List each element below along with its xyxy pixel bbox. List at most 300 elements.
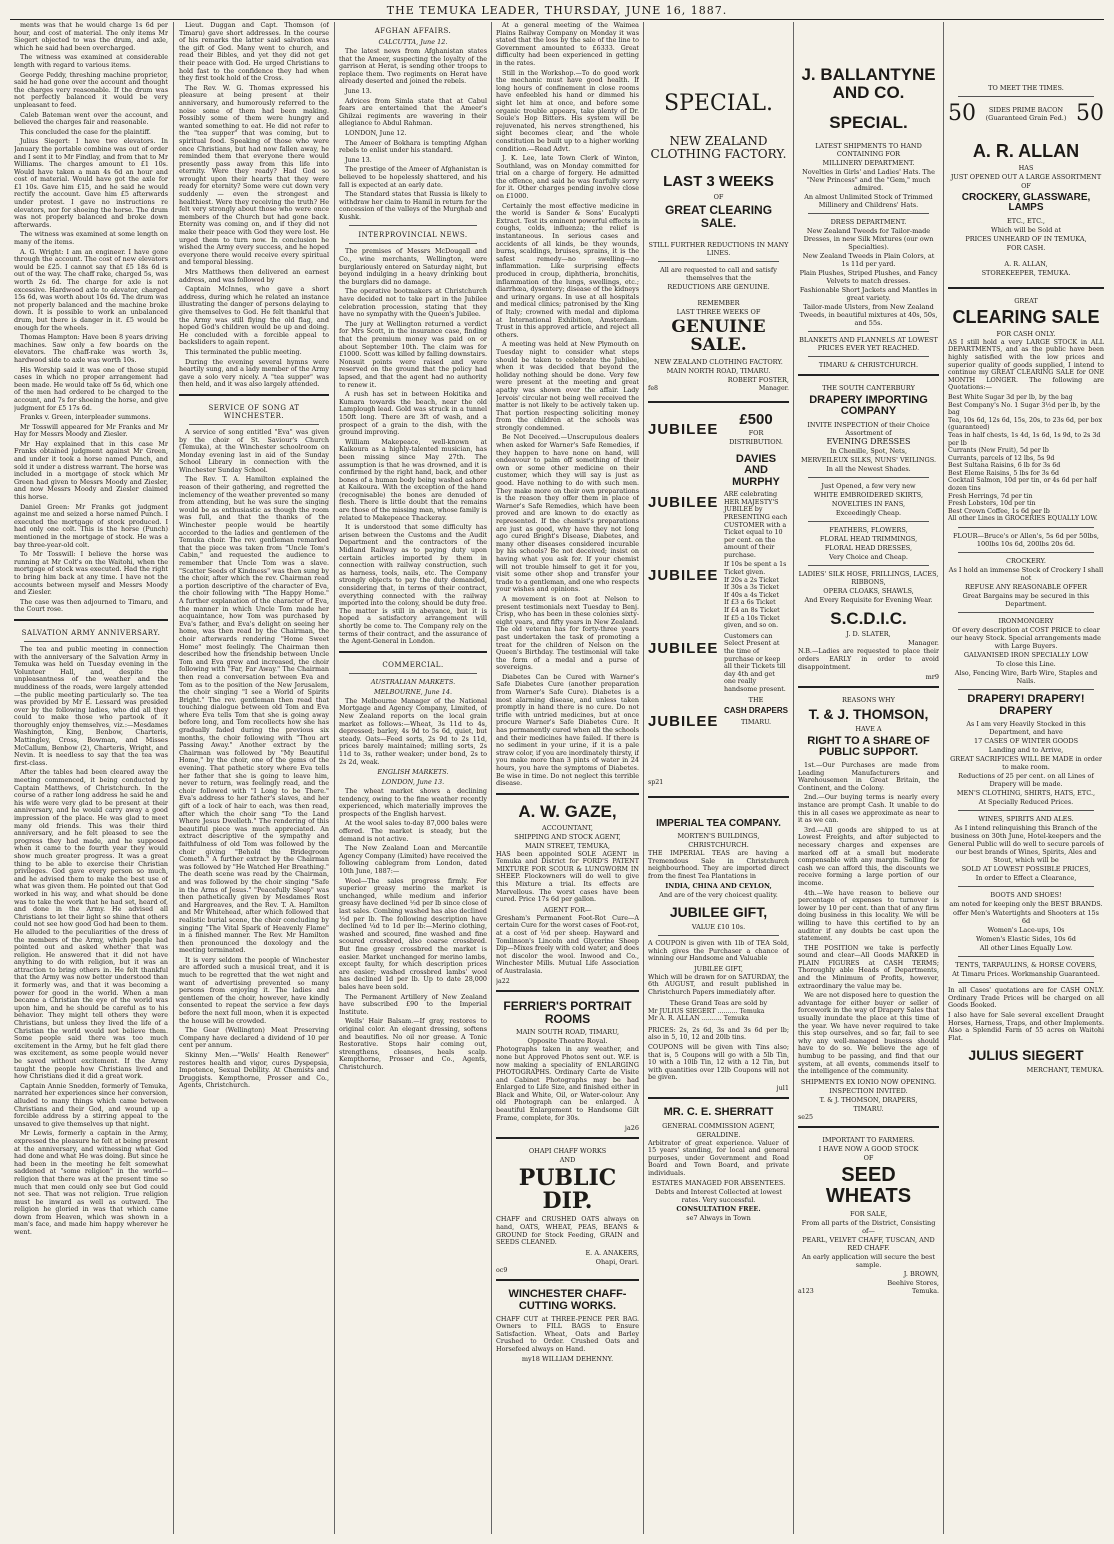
ad-line: SOLD AT LOWEST POSSIBLE PRICES, [961,865,1091,874]
ad-body: Which will be drawn for on SATURDAY, the 6th AUGUST, and result published in Christchurch Papers immediately after. [648,972,789,997]
ad-line: JUBILEE GIFT, [693,964,744,973]
ad-line: OPERA CLOAKS, SHAWLS, [823,586,914,595]
column-7 [948,22,1104,1532]
ad-line: All are requested to call and satisfy themselves that the [660,266,777,283]
ad-line: INDIA, CHINA AND CEYLON, [665,882,772,891]
paragraph: Thomas Hampton: Have been 8 years driving machines. Saw only a few boards on the elevators. The chaff-rake was worth 3s, hardwood side to axle was worth 10s. [14,333,168,364]
ad-line: TENTS, TARPAULINS, & HORSE COVERS, [955,961,1097,970]
column-1 [14,22,168,1532]
heading-rule [349,673,477,674]
ad-footer [496,1355,639,1363]
paragraph: The Rev. W. G. Thomas expressed his pleasure at being present at their anniversary, and humorously referred to the noise some of them had been making. Possibly some of them were hungry and wanted something to eat. He did not refer to the "tea supper" that was coming, but to spiritual food. Speaking of those who were once Christians, but had now fallen away, he reminded them that everyone there would presently pass away from this life into eternity. Were they ready? Had God so wrought upon their hearts that they were ready for eternity? Some were cut down very suddenly — even the strongest and healthiest. Were they receiving the truth? He felt very strongly about those who were once members of the Church but had gone back. Eternity was coming on, and if they did not make their peace with God they were lost. He urged them to turn now. In conclusion he wished the Army every success, and he hoped everyone there would receive every spiritual and temporal blessing. [179,83,329,267]
paragraph: The New Zealand Loan and Mercantile Agency Company (Limited) have received the following cablegram from London, dated 10th June, 1887:— [339,844,487,876]
column-5 [648,22,789,1532]
ad-line: Always in Town [699,1214,751,1223]
ad-title: IMPERIAL TEA COMPANY. [656,817,781,829]
paragraph: After the tables had been cleared away the meeting commenced, it being conducted by Captain Matthews, of Christchurch. In the course of a rather long address he said he and his wife were very glad to be present at their anniversary, and he would carry away a good impression of the place. He was glad to meet many old friends. This was their third anniversary, and he felt pleased to see the progress they had made, and he supposed when it came to the fourth year they would show much greater progress. It was a great thing to be able to exercise their Christian privileges. God gave every person so much, and he advised them to make the best use of what was given them. He pointed out that God worked in his way, and what should be done was to take the work that he had set, heard of, and done in the Army. He advised all Christians to let their light so shine that others could not see how good God had been to them. He alluded to the peculiarities of the dress of the members of the Army, which people had pointed out and asked whether that was religion. He answered that it did not have anything to do with religion, but it was an attraction to bring others in. He felt thankful that the Army was now better understood than it formerly was, and that it was becoming a power for good in the world. When a man became a Christian the eye of the world was upon him, and he should be careful as to his behavior. They might tell others they were Christians, but unless they lived the life of a Christian the world would not believe them. Some people said there was too much excitement in the Army, but he felt glad there was excitement, as some people would never be saved without excitement. If the Army taught the people how Christians lived and how Christians died it did a great work. [14,768,168,1081]
paragraph: Certainly the most effective medicine in the world is Sander & Sons' Eucalypti Extract. Test its eminent powerful effects in coughs, colds, influenza; the relief is instantaneous. In serious cases and accidents of all kinds, be they wounds, burns, scaldings, bruises, sprains, it is the safest remedy—no swelling—no inflammation. Like surprising effects produced in croup, diphtheria, bronchitis, inflammation of the lungs, swellings, etc.; diarrhœa, dysentery; disease of the kidneys and urinary organs. In use at all hospitals and medical clinics; patronised by the King of Italy; crowned with medal and diploma at International Exhibition, Amsterdam. Trust in this approved article, and reject all others. [496,201,639,339]
ad-body: 1st.—Our Purchases are made from Leading Manufacturers and Warehousemen in Great Britain, the Continent, and the Colony. [798,761,939,792]
paragraph: The prestige of the Ameer of Afghanistan is believed to be hopelessly shattered, and his fall is expected at an early date. [339,165,487,189]
ad-title: MR. C. E. SHERRATT [663,1105,774,1118]
list-item: If 20s a 2s Ticket [724,576,779,584]
ad-line: Fashionable Short Jackets and Mantles in great variety. [799,285,938,302]
ad-line: CROCKERY. [1006,557,1046,566]
paragraph: Caleb Bateman went over the account, and believed the charges fair and reasonable. [14,110,168,127]
quotation-list [948,394,1104,523]
paragraph: His Worship said it was one of those stupid cases in which no proper arrangement had been made. He would take off 5s 6d, which one of the men had ordered to be charged to the account, and 7s for shoeing the horse, and give judgment for £5 17s 6d. [14,365,168,412]
paragraph: Skinny Men.—"Wells' Health Renewer" restores health and vigor, cures Dyspepsia, Impotence, Sexual Debility. At Chemists and Druggists. Kempthorne, Prosser and Co., Agents, Christchurch. [179,1051,329,1090]
ad-line: From all parts of the District, Consisting of— [801,1219,936,1236]
paragraph: Daniel Green: Mr Franks got judgment against me and seized a horse named Punch. I executed the mortgage of stock produced. I had only one colt. This is the horse (Punch) mentioned in the mortgage of stock. He was a bay three-year-old colt. [14,502,168,549]
ad-amount: £500 [739,410,773,428]
column-rule [491,22,492,1534]
paragraph: Wells' Hair Balsam.—If gray, restores to original color. An elegant dressing, softens and beautifies. No oil nor grease. A Tonic Restorative. Stops hair coming out, strengthens, cleanses, heals scalp. Kempthorne, Prosser and Co., Agents, Christchurch. [339,1017,487,1071]
paragraph: Still in the Workshop.—To do good work the mechanic must have good health. If long hours of confinement in close rooms have enfeebled his hand or dimmed his sight let him at once, and before some organic trouble appears, take plenty of Dr. Soule's Hop Bitters. His system will be rejuvenated, his nerves strengthened, his sight becomes clear, and the whole constitution be built up to a higher working condition.—Read Advt. [496,68,639,153]
rule [958,886,1094,887]
ad-line: INSPECTION INVITED. [829,1086,908,1095]
ticket-list [724,561,788,629]
ad-title: GREAT CLEARING SALE. [664,203,773,230]
ad-line: At Specially Reduced Prices. [978,798,1074,807]
ad-line: PEARL, VELVET CHAFF, TUSCAN, AND RED CHAFF. [802,1236,935,1253]
paragraph: At a general meeting of the Waimea Plains Railway Company on Monday it was stated that the loss by the sale of the line to Government amounted to £6333. Great difficulty had been experienced in getting in the rates. [496,22,639,67]
ad-signature: Ohapi, Orari. [595,1257,639,1266]
ad-line: MAIN SOUTH ROAD, TIMARU, [515,1028,620,1037]
ad-title: S.C.D.I.C. [830,608,907,628]
ad-code: se7 [686,1214,698,1223]
ad-line: THE SOUTH CANTERBURY [822,383,915,392]
rule [808,521,929,522]
ad-line: And Every Requisite for Evening Wear. [804,595,933,604]
paragraph: The premises of Messrs McDougall and Co., wine merchants, Wellington, were burglariously entered on Saturday night, but beyond indulging in a heavy drinking bout the burglars did no damage. [339,247,487,286]
ad-body: A COUPON is given with 1lb of TEA Sold, which gives the Purchaser a chance of winning our Handsome and Valuable [648,939,789,963]
paragraph: Diabetes Can be Cured with Warner's Safe Diabetes Cure (another preparation from Warner's Safe Cure). Diabetes is a most alarming disease, and unless taken promptly in hand there is no cure. Do not trifle with untried medicines, but at once procure Warner's Safe Diabetes Cure. It has permanently cured when all the schools and their medicines have failed. If there is no sediment in your urine, if it is a pale straw color, if you are inordinately thirsty, if you make more than 3 pints of water in 24 hours, you have the symptoms of Diabetes. Be wise in time. Do not neglect this terrible disease. [496,672,639,788]
ad-signature: E. A. ANAKERS, [585,1248,639,1257]
paragraph: The jury at Wellington returned a verdict for Mrs Scott, in the insurance case, finding that the premium money was paid on or about September 10th. The claim was for £1000. Scott was killed by falling downstairs. Nonsuit points were raised and were reserved on the ground that the policy had lapsed, and that the agent had no authority to renew it. [339,319,487,389]
ad-line: am noted for keeping only the BEST BRANDS. [949,900,1103,909]
paragraph: Be Not Deceived.—Unscrupulous dealers when asked for Warner's Safe Remedies, if they happen to have none on hand, will endeavour to palm off something of their own or some other medicine on their customer, which they will say is just as good. Have nothing to do with such men. They make more on their own preparations is the reason they offer them in place of Warner's Safe Remedies, which have been proved and are known to do exactly as represented. If the chemist's preparations are just as good, why have they not long ago cured Bright's Disease, Diabetes, and many other diseases considered incurable by his schools? Be not deceived; insist on having what you ask for. If your chemist will not trouble himself to get it for you, visit some other shop and transfer your trade to a gentleman, and one who respects your wishes and opinions. [496,433,639,594]
ad-line: New Zealand Tweeds for Tailor-made Dresses, in new Silk Mixtures (our own Specialties). [803,226,934,251]
rule [808,356,929,357]
ad-body: Photographs taken in any weather, and none but Approved Photos sent out. W.F. is now making a speciality of ENLARGING PHOTOGRAPHS. Ordinary Carte de Visite and Cabinet Photographs may be had Enlarged to Life Size, and finished either in Black and White, Oil, or Water-colour. Any old Photograph can be enlarged. A beautiful Enlargement to Handsome Gilt Frame, complete, for 30s. [496,1045,639,1122]
ad-body: AS I still hold a very LARGE STOCK in ALL DEPARTMENTS, and as the public have been highly satisfied with the low prices and superior quality of goods supplied, I intend to continue my GREAT CLEARING SALE for ONE MONTH LONGER. The following are Quotations:— [948,337,1104,392]
ad-line: SIDES PRIME BACON (Guaranteed Grain Fed.) [985,105,1067,122]
list-item: If 40s a 4s Ticket [724,591,779,599]
ad-line: In Chenille, Spot, Nets, [829,446,908,455]
paragraph: The Melbourne Manager of the National Mortgage and Agency Company, Limited, of New Zealand reports on the local grain market as follows:—Wheat, 3s 11d to 4s, depressed; barley, 4s 9d to 5s 6d, quiet, but steady. Oats—Feed sorts, 2s 9d to 2s 11d, prices barely maintained; milling sorts, 2s 11d to 3s, rather weaker; under bond, 2s to 2s 2d, weak. [339,696,487,766]
article-service-of-song [179,429,329,1090]
ad-winchester [496,1289,639,1363]
ad-line: Novelties in Girls' and Ladies' Hats. The "New Princess" and the "Gem," much admired. [802,167,935,192]
list-item: Best Crown Coffee, 1s 6d per lb [948,507,1050,515]
article-heading: SALVATION ARMY ANNIVERSARY. [21,628,161,637]
paragraph: A meeting was held at New Plymouth on Tuesday night to consider what steps should be taken to celebrate the Jubilee, when it was decided that beyond the holiday nothing should be done. Very few were present at the meeting and great apathy was shown over the affair. Lady Jervois' circular not being well received the matter is not likely to be actively taken up. That portion respecting soliciting money from the children at the schools was strongly condemned. [496,340,639,432]
ad-line: As I hold an immense Stock of Crockery I shall not [948,566,1104,583]
ad-line: FEATHERS, FLOWERS, [829,525,908,534]
ad-title: JUBILEE GIFT, [669,904,768,921]
dateline: LONDON, June 13. [381,778,445,787]
ad-body: ARE celebrating HER MAJESTY'S JUBILEE by PRESENTING each CUSTOMER with a Ticket equal to 10 per cent. on the amount of their purchase. [724,490,788,559]
jubilee-column [648,411,718,730]
ad-line: ACCOUNTANT, [542,823,593,832]
ad-line: And are of the very choicest quality. [659,891,778,900]
ad-line: GREAT SACRIFICES WILL BE MADE in order to make room. [950,755,1102,772]
ad-line: IRONMONGERY [998,617,1054,626]
ad-divider [798,1126,939,1131]
ad-divider [648,796,789,801]
ad-code: mr9 [925,673,939,682]
ad-line: FLORAL HEAD DRESSES, [824,543,913,552]
rule [958,982,1094,983]
ad-line: MAIN NORTH ROAD, TIMARU. [666,366,771,375]
ad-code: oc9 [496,1266,508,1274]
ad-divider [798,374,939,379]
article-briefs [496,22,639,788]
list-item: Best White Sugar 3d per lb, by the bag [948,393,1073,401]
article-australian-markets [339,698,487,766]
ad-title: NEW ZEALAND CLOTHING FACTORY. [650,134,787,161]
ad-divider [496,793,639,798]
ad-body: N.B.—Ladies are requested to place their orders EARLY in order to avoid disappointment. [798,647,939,671]
ad-signature: Manager. [907,639,939,648]
list-item: Fresh Herrings, 7d per tin [948,492,1033,500]
ad-imperial-tea [648,819,789,1092]
paragraph: Captain McInnes, who gave a short address, during which he related an instance illustrating the danger of persons delaying to give themselves to God. He felt thankful that the Army was still flying the old flag, and hoped God's children would be up and doing. He concluded with a forcible appeal to backsliders to again repent. [179,285,329,347]
jubilee-label: JUBILEE [648,639,719,657]
ad-line: MAIN STREET, TEMUKA, [525,841,610,850]
ad-line: NOVELTIES IN FANS, [831,499,906,508]
bacon-row [948,101,1104,126]
ad-line: 17 CASES OF WINTER GOODS [973,737,1079,746]
paragraph: The Standard states that Russia is likely to withdraw her claim to Hamil in return for the concession of the valleys of the Murghab and Kushk. [339,190,487,221]
heading-rule [189,424,319,425]
paragraph: William Makepeace, well-known at Kaikoura as a highly-talented musician, has been missing since May 27th. The assumption is that he was drowned, and it is confirmed by the right hand, back, and other bones of a human body being washed ashore at Kaikoura. With the exception of the hand (recognisable) the bones are denuded of flesh. There is little doubt that the remains are those of the missing man, whose family is related to Makepeace Thackeray. [339,437,487,522]
ad-title: DRAPERY IMPORTING COMPANY [809,393,928,418]
paragraph: The witness was examined at some length on many of the items. [14,230,168,247]
ad-line: FOR [748,428,764,437]
ad-body: Customers can Select Present at the time of purchase or keep all their Tickets till day 4th and get one really handsome present. [724,631,786,693]
ad-line: GREAT [1014,296,1038,305]
article-heading: SERVICE OF SONG AT WINCHESTER. [208,403,300,420]
ad-line: Of every description at COST PRICE to clear our heavy Stock. Special arrangements made with Large Buyers. [951,626,1101,651]
paragraph: Captain Annie Snedden, formerly of Temuka, narrated her experiences since her conversion, alluded to many things which came between Christians and their God, and wound up a forcible address by a stirring appeal to the unsaved to give themselves up that night. [14,1081,168,1128]
paragraph: The wheat market shows a declining tendency, owing to the fine weather recently experienced, which materially improves the prospects of the English harvest. [339,787,487,818]
ad-body: 2nd.—Our buying terms is nearly every instance are prompt Cash. It unable to do this in all cases we approximate as near to it as we can. [798,793,939,825]
ad-line: SHIPMENTS EX IONIO NOW OPENING. [800,1077,937,1086]
ad-divider [648,401,789,406]
ad-line: offer Men's Watertights and Shooters at 15s 6d [953,909,1099,926]
article-salvation-army-cont [179,22,329,389]
ad-line: FOR CASH ONLY. [996,329,1056,338]
ad-line: FLORAL HEAD TRIMMINGS, [819,534,918,543]
dm-body [724,411,788,727]
ad-body: We are not disposed here to question the advantage for either buyer or seller of forcework in the way of Drapery Sales that usually inundate the place at this time of the year. We have never required to take this step ourselves, and so far, fail to see why any well-managed business should have to do so. We believe the age of humbug to be passing, and find that our system, at all events, commends itself to the intelligence of the community. [798,991,939,1076]
ad-line: New Zealand Tweeds in Plain Colors, at 1s 11d per yard. [802,251,935,268]
ad-line: As I am very Heavily Stocked in this Department, and have [966,720,1086,737]
ad-line: HAVE A [855,724,882,733]
ad-line: I HAVE NOW A GOOD STOCK [818,1145,919,1154]
paragraph: George Peddy, threshing machine proprietor, said he had gone over the account and thought the charges very reasonable. If the drum was not perfectly balanced it would be very unpleasant to feed. [14,70,168,109]
ad-line: REDUCTIONS ARE GENUINE. [667,283,770,292]
ad-line: WINES, SPIRITS AND ALES. [978,815,1074,824]
ad-signature: MERCHANT, TEMUKA. [1026,1065,1104,1074]
paragraph: The tea and public meeting in connection with the anniversary of the Salvation Army in Temuka was held on Tuesday evening in the Volunteer Hall, and, despite the unpleasantness of the weather and the muddiness of the roads, were largely attended—the public meeting particularly so. The tea was provided by Mr E. Lessard was presided over by the following ladies, who did all they could to make those who partook of it thoroughly enjoy themselves, viz.:—Mesdames Washington, King, Benbow, Charteris, Mattingley, Cross, Bowman, and Misses McCallum, Benbow (2), Charteris, Wright, and Nevin. It is needless to say that the tea was first-class. [14,644,168,767]
article-court-case [14,22,168,614]
ad-line: JUST OPENED OUT A LARGE ASSORTMENT [950,172,1102,181]
ad-title: JULIUS SIEGERT [968,1047,1084,1064]
ad-body: CHAFF CUT at THREE-PENCE PER BAG. Owners to FILL BAGS to Ensure Satisfaction. Wheat, Oats and Barley Crushed to Order. Crushed Oats and Horsefeed always on Hand. [496,1314,639,1353]
paragraph: To Mr Tosswill: I believe the horse was running at Mr Colt's on the Waitohi, when the mortgage of stock was executed. Had the right to bring him back at any time. I have not the accounts between myself and Messrs Moody and Ziesler. [14,550,168,597]
ad-line: OHAPI CHAFF WORKS [528,1147,607,1156]
ad-title: GENUINE SALE. [671,317,766,356]
ad-gaze [496,803,639,985]
ad-line: Landing and to Arrive, [988,746,1064,755]
jubilee-label: JUBILEE [648,420,719,438]
ad-line: REFUSE ANY REASONABLE OFFER [964,583,1088,592]
rule [808,213,929,214]
ad-line: SHIPPING AND STOCK AGENT, [514,832,621,841]
article-afghan-affairs [339,48,487,221]
ad-divider [496,990,639,995]
paragraph: Mr Lewis, formerly a captain in the Army, expressed the pleasure he felt at being present at the anniversary, and witnessing what God had done and what He was doing. But since he had been in the meeting he felt somewhat saddened at "some religion" in the world—religion that there was at the present time so much that men could only see but God could not see. That was not religion. True religion must be inward as well as outward. The religion he gloried in was that which came down from Heaven, which was shown in a man's face, and made him happy wherever he went. [14,1129,168,1237]
ad-line: BOOTS AND SHOES! [990,891,1062,900]
ad-line: OF [713,193,724,202]
ad-line: GALVANISED IRON SPECIALLY LOW [963,651,1089,660]
article-heading: AFGHAN AFFAIRS. [374,27,452,35]
ad-signature: Beehive Stores, [887,1279,939,1288]
ad-body: Gresham's Permanent Foot-Rot Cure—A certain Cure for the worst cases of Foot-rot, at a cost of ½d per sheep. Hayward and Tomlinson's Lincoln and Glycerine Sheep Dip—Mixes freely with cold water, and does not discolor the wool. Inwood and Co., Winchester Mills. Mutual Life Association of Australasia. [496,913,639,975]
ad-line: Mr JULIUS SIEGERT .......... Temuka [648,1007,765,1015]
ad-line: These Grand Teas are sold by [669,998,768,1007]
ad-line: A. R. ALLAN, [1004,259,1048,268]
ad-divider [798,686,939,691]
paragraph: At the wool sales to-day 87,000 bales were offered. The market is steady, but the demand is not active. [339,819,487,843]
ad-line: GENERAL COMMISSION AGENT, [662,1121,775,1130]
ad-line: ESTATES MANAGED FOR ABSENTEES. [651,1179,786,1188]
ad-line: An almost Unlimited Stock of Trimmed Millinery and Childrens' Hats. [804,192,933,209]
ad-title: SPECIAL. [664,91,773,116]
paragraph: The Gear (Wellington) Meat Preserving Company have declared a dividend of 10 per cent per annum. [179,1026,329,1050]
ad-line: PRICES UNHEARD OF IN TEMUKA, [965,234,1087,243]
ad-number: 50 [1076,101,1104,126]
heading-rule [349,225,477,226]
ad-line: An early application will secure the best sample. [802,1253,935,1270]
ad-line: LATEST SHIPMENTS TO HAND CONTAINING FOR [815,141,922,158]
ad-line: Just Opened, a few very new [821,481,916,490]
ad-code: fe8 [648,384,659,392]
ad-line: Which will be Sold at [991,225,1061,234]
column-2 [179,22,329,1532]
ad-line: OF [863,1154,874,1163]
ad-line: MORTEN'S BUILDINGS, [677,832,760,840]
paragraph: This terminated the public meeting. [185,347,302,356]
ad-line: VALUE £10 10s. [691,923,746,932]
paragraph: LONDON, June 12. [345,128,407,137]
ad-title: A. R. ALLAN [972,141,1080,161]
paragraph: The witness was examined at considerable length with regard to various items. [14,53,168,69]
ad-ferrier [496,1000,639,1132]
paragraph: J. K. Lee, late Town Clerk of Winton, Southland, was on Monday committed for trial on a charge of forgery. He admitted the offence, and said he was fearfully sorry for it. Other charges pending involve close on £1000. [496,154,639,201]
ad-line: DRESS DEPARTMENT. [830,217,907,226]
ad-line: Debts and Interest Collected at lowest rates. Very successful. [655,1188,782,1205]
paragraph: During the evening several hymns were heartily sung, and a lady member of the Army gave a solo very nicely. A "tea supper" was then held, and it was also largely attended. [179,357,329,389]
ad-code: a123 [798,1288,814,1296]
dateline: MELBOURNE, June 14. [373,687,453,696]
ad-line: WHITE EMBROIDERED SKIRTS, [813,490,924,499]
section-divider [339,651,487,656]
paragraph: Franks v. Green, interpleader summons. [20,413,151,422]
column-rule [643,22,644,1534]
paragraph: A movement is on foot at Nelson to present testimonials next Tuesday to Benj. Crisp, who has been in these colonies sixty-eight years, and fifty years in New Zealand. The old veteran has for forty-three years past undertaken the task of promoting a treat for the children of Nelson on the Queen's Birthday. The testimonial will take the form of a medal and a purse of sovereigns. [496,594,639,672]
ad-line: INVITE INSPECTION of their Choice Assortment of [807,420,930,437]
ad-signature: Temuka. [911,1288,939,1296]
column-6 [798,22,939,1532]
dateline: CALCUTTA, June 12. [378,38,448,46]
ad-body: PRICES: 2s, 2s 6d, 3s and 3s 6d per lb; also in 5, 10, 12 and 20lb tins. [648,1025,789,1042]
ad-number: 50 [948,101,976,126]
ad-line: J. D. SLATER, [846,630,891,639]
ad-line: To close this Line. [996,660,1056,669]
paragraph: The latest news from Afghanistan states that the Ameer, suspecting the loyalty of the garrison at Herat, is sending other troops to replace them. Two regiments on Herat have already deserted and joined the rebels. [339,47,487,86]
ad-line: REMEMBER [697,299,740,308]
ad-ohapi [496,1147,639,1274]
ad-line: Tailor-made Ulsters, from New Zealand Tweeds, in beautiful mixtures at 40s, 50s, and 55s. [799,302,938,327]
rule [958,689,1094,690]
ad-line: CHRISTCHURCH. [688,841,749,849]
article-heading: INTERPROVINCIAL NEWS. [358,231,468,240]
list-item: Teas in half chests, 1s 4d, 1s 6d, 1s 9d, to 2s 3d per lb [948,431,1101,447]
ad-body: CHAFF and CRUSHED OATS always on hand, OATS, WHEAT, PEAS, BEANS & GROUND for Stock Feeding, GRAIN and SEEDS CLEANED. [496,1215,639,1247]
rule [658,261,779,262]
subheading: AUSTRALIAN MARKETS. [370,677,456,686]
column-4 [496,22,639,1532]
paragraph: Lieut. Duggan and Capt. Thomson (of Timaru) gave short addresses. In the course of his remarks the latter said salvation was the gift of God. Many went to church, and read their Bibles, and yet they did not get their peace with God. He urged Christians to hold fast to the confidence they had when they first took hold of the Cross. [179,22,329,83]
paragraph: Mrs Matthews then delivered an earnest address, and was followed by [179,268,329,284]
list-item: If 10s be spent a 1s Ticket given. [724,561,787,577]
ad-line: ETC., ETC., [1007,216,1045,225]
ad-line: TIMARU. [853,1104,884,1113]
rule [808,565,929,566]
paragraph: A service of song entitled "Eva" was given by the choir of St. Saviour's Church (Temuka), at the Winchester schoolroom on Monday evening last in aid of the Sunday School Library in connection with the Winchester Sunday School. [179,427,329,474]
ad-title: RIGHT TO A SHARE OF PUBLIC SUPPORT. [807,734,930,759]
rule [958,96,1094,97]
section-divider [14,619,168,624]
rule [958,527,1094,528]
ad-title: CLEARING SALE [952,306,1100,327]
ad-line: FOR CASH. [1006,243,1046,252]
ad-line: REASONS WHY [842,696,895,705]
ad-title: A. W. GAZE, [518,801,617,821]
rule [808,477,929,478]
ad-line: OF [1021,181,1031,190]
paragraph: Wool—The sales progress firmly. For superior greasy merino the market is unchanged, while medium and inferior greasy have declined ½d per lb since close of last sales. Combing washed has also declined ½d per lb. The following description have declined ¼d to 1d per lb:—Merino clothing, washed and scoured, fine washed and fine scoured crossbred, also coarse crossbred. But fine greasy crossbred the market is easier. Market unchanged for merino lambs, except faulty, for which description prices are easier; washed crossbred lambs' wool has declined 1d per lb. Up to date 28,000 bales have been sold. [339,876,487,991]
ad-line: In all the Newest Shades. [826,464,911,473]
ad-title: J. BALLANTYNE AND CO. [801,65,936,102]
column-rule [943,22,944,1534]
ad-line: Plain Plushes, Striped Plushes, and Fancy Velvets to match dresses. [799,268,938,285]
ad-line: STOREKEEPER, TEMUKA. [981,268,1071,277]
ad-sherratt [648,1107,789,1223]
ad-line: Very Choice and Cheap. [829,552,908,561]
rule [958,956,1094,957]
ad-body: In all Cases' quotations are for CASH ONLY. Ordinary Trade Prices will be charged on all Goods Booked. [948,986,1104,1010]
ad-line: EVENING DRESSES [826,436,911,446]
ad-divider [496,1137,639,1142]
ad-line: TIMARU. [740,717,772,726]
heading-rule [24,641,158,642]
list-item: All other Lines in GROCERIES EQUALLY LOW. [948,515,1098,523]
ad-line: STILL FURTHER REDUCTIONS IN MANY LINES. [648,241,789,258]
ad-line: FLOUR—Bruce's or Allen's, 5s 6d per 50lbs, 100lbs 10s 6d, 200lbs 20s 6d. [953,532,1099,549]
subheading: ENGLISH MARKETS. [377,768,449,777]
list-item: If £5 a 10s Ticket given, and so on. [724,614,780,630]
ad-footer [798,1288,939,1296]
paragraph: This concluded the case for the plaintiff. [20,127,151,136]
ad-title: SEED WHEATS [825,1164,912,1208]
ad-line: THE [748,695,764,704]
ad-body: THE IMPERIAL TEAS are having a Tremendous Sale in Christchurch neighbourhood. They are imported direct from the finest Tea Plantations in [648,849,789,880]
article-heading: COMMERCIAL. [382,660,444,669]
paragraph: The Permanent Artillery of New Zealand have subscribed £90 to the Imperial Institute. [339,992,487,1016]
list-item: Cocktail Salmon, 10d per tin, or 4s 6d per half dozen tins [948,477,1097,493]
ad-code: my18 [521,1355,540,1364]
paragraph: The Ameer of Bokhara is tempting Afghan rebels to enlist under his standard. [339,138,487,155]
article-salvation-army [14,646,168,1237]
paragraph: Julius Siegert: I have two elevators. In January the portable combine was out of order and I sent it to Mr Findlay, and from that to Mr Williams. The charges amount to £1 10s. Would have taken a man 4s 6d an hour and cost of material. Would have got the axle for £1 10s. Gave him £15, and he said he would rectify the account. Gave him £5 afterwards under protest. I gave no instructions re elevators, nor for shoeing the horse. The drum was not properly balanced and broke down afterwards. [14,137,168,229]
list-item: Best Company's No. 1 Sugar 3½d per lb, by the bag [948,401,1101,417]
ad-line: All other Lines Equally Low. [979,944,1073,953]
jubilee-label: JUBILEE [648,712,719,730]
ad-divider [496,1279,639,1284]
column-rule [334,22,335,1534]
paragraph: It is understood that some difficulty has arisen between the Customs and the Audit Department and the contractors of the Midland Railway as to paying duty upon certain articles imported by them in connection with railway construction, such as harness, tools, nails, etc. The Company strongly objects to pay the duty demanded, considering that, in terms of their contract, everything connected with the railway imported into the colony, should be duty free. The matter is still in abeyance, but it is hoped a satisfactory arrangement will shortly be come to. The Company rely on the terms of their contract, and the assurance of the Agent-General in London. [339,523,487,646]
ad-title: DRAPERY! DRAPERY! DRAPERY [967,693,1085,717]
ad-body: 3rd.—All goods are shipped to us at Lowest Freights, and after subjected to necessary charges and expenses are marked off at a small but moderate compensable with any margin. Selling for cash we can afford this, the discounts we receive forming a large portion of our income. [798,825,939,887]
ad-body: I also have for Sale several excellent Draught Horses, Harness, Traps, and other Implements. Also a Splendid Farm of 55 acres on Waitohi Flat. [948,1010,1104,1042]
ad-line: Mr A. R. ALLAN .......... Temuka [648,1015,749,1023]
rule [958,612,1094,613]
ad-title: LAST 3 WEEKS [663,173,774,191]
list-item: Currants, parcels of 12 lbs, 5s 9d [948,454,1055,462]
list-item: Best Eleme Raisins, 5 lbs for 3s 6d [948,469,1060,477]
ad-title: CROCKERY, GLASSWARE, LAMPS [961,191,1091,214]
ad-title: T. & J. THOMSON, [808,706,929,723]
rule [808,331,929,332]
ad-line: NEW ZEALAND CLOTHING FACTORY. [654,357,783,366]
list-item: If £4 an 8s Ticket [724,607,780,615]
article-english-markets [339,788,487,1071]
ad-line: CONSULTATION FREE. [676,1205,761,1214]
ad-body: THE POSITION we take is perfectly sound and clear—All Goods MARKED in PLAIN FIGURES at CASH TERMS; Thoroughly able Heads of Departments, and the Minimum of Profits, however, extraordinary the value may be. [798,943,939,990]
article-interprovincial [339,248,487,645]
ad-body: COUPONS will be given with Tins also; that is, 5 Coupons will go with a 5lb Tin, 10 with a 10lb Tin, 12 with a 12 Tin, but with quantities over 12lb Coupons will not be given. [648,1043,789,1082]
ad-line: LAST THREE WEEKS OF [676,308,761,317]
paragraph: ments was that he would charge 1s 6d per hour, and cost of material. The only items Mr Siegert objected to was the drum, and axle, which he said had been overcharged. [14,22,168,52]
ad-line: MILLINERY DEPARTMENT. [822,158,915,167]
top-rule [10,19,1104,20]
list-item: Fresh Lobsters, 10d per tin [948,500,1036,508]
ad-line: TIMARU & CHRISTCHURCH. [818,360,919,369]
ad-divider [948,287,1104,292]
ad-body: HAS been appointed SOLE AGENT in Temuka and District for FORD'S PATENT MIXTURE FOR SCOUR & LUNGWORM IN SHEEP. Flockowners will do well to give this Mixture a trial. Its effects are Marvellous. The worst cases have been cured. Price 17s 6d per gallon. [496,849,639,904]
ad-line: DISTRIBUTION. [729,437,783,446]
list-item: Tea, 10s 6d, 12s 6d, 15s, 20s, to 23s 6d, per box (guaranteed) [948,416,1103,432]
ad-code: sp21 [648,778,664,786]
ad-line: GERALDINE. [696,1130,741,1139]
rule [658,935,779,936]
ad-line: T. & J. THOMSON, DRAPERS, [819,1095,918,1104]
rule [958,552,1094,553]
